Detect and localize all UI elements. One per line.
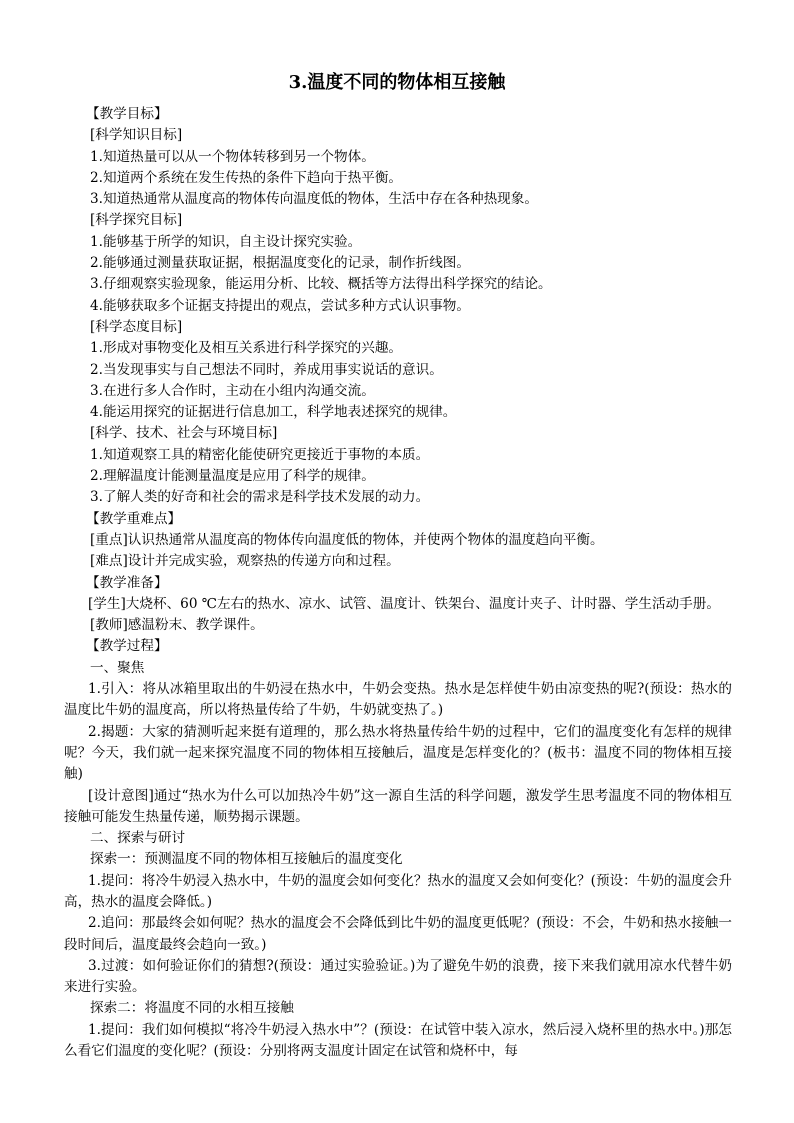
- list-item: 3.了解人类的好奇和社会的需求是科学技术发展的动力。: [90, 489, 430, 506]
- section-heading-process: 【教学过程】: [86, 638, 168, 655]
- part-heading-focus: 一、聚焦: [90, 659, 145, 676]
- key-point: [重点]认识热通常从温度高的物体传向温度低的物体，并使两个物体的温度趋向平衡。: [90, 531, 604, 548]
- list-item: 2.理解温度计能测量温度是应用了科学的规律。: [90, 468, 375, 485]
- list-item: 4.能够获取多个证据支持提出的观点，尝试多种方式认识事物。: [90, 297, 470, 314]
- subheading-attitude: [科学态度目标]: [90, 318, 183, 335]
- section-heading-preparation: 【教学准备】: [86, 574, 168, 591]
- explore2-heading: 探索二：将温度不同的水相互接触: [90, 1000, 294, 1017]
- difficult-point: [难点]设计并完成实验，观察热的传递方向和过程。: [90, 553, 400, 570]
- section-heading-key-points: 【教学重难点】: [86, 510, 182, 527]
- list-item: 4.能运用探究的证据进行信息加工，科学地表述探究的规律。: [90, 404, 457, 421]
- list-item: 1.知道热量可以从一个物体转移到另一个物体。: [90, 148, 375, 165]
- list-item: 1.形成对事物变化及相互关系进行科学探究的兴趣。: [90, 340, 403, 357]
- paragraph: 1.提问：我们如何模拟“将冷牛奶浸入热水中”？(预设：在试管中装入凉水，然后浸入烧杯里的热水中。)那怎么看它们温度的变化呢？(预设：分别将两支温度计固定在试管和烧杯中，每: [64, 1021, 732, 1060]
- list-item: 3.知道热通常从温度高的物体传向温度低的物体，生活中存在各种热现象。: [90, 191, 538, 208]
- document-body: [64, 104, 732, 1062]
- subheading-inquiry: [科学探究目标]: [90, 212, 183, 229]
- part-heading-explore: 二、探索与研讨: [90, 830, 186, 847]
- paragraph: 2.揭题：大家的猜测听起来挺有道理的，那么热水将热量传给牛奶的过程中，它们的温度变化有怎样的规律呢？今天，我们就一起来探究温度不同的物体相互接触后，温度是怎样变化的？(板书：温度不同的物体相互接触): [64, 723, 732, 783]
- paragraph: 1.提问：将冷牛奶浸入热水中，牛奶的温度会如何变化？热水的温度又会如何变化？(预设：牛奶的温度会升高，热水的温度会降低。): [64, 872, 732, 910]
- paragraph: [设计意图]通过“热水为什么可以加热冷牛奶”这一源自生活的科学问题，激发学生思考温度不同的物体相互接触可能发生热量传递，顺势揭示课题。: [64, 787, 732, 825]
- explore1-heading: 探索一：预测温度不同的物体相互接触后的温度变化: [90, 851, 403, 868]
- prep-teacher: [教师]感温粉末、教学课件。: [90, 617, 264, 634]
- list-item: 2.知道两个系统在发生传热的条件下趋向于热平衡。: [90, 169, 403, 186]
- subheading-stse: [科学、技术、社会与环境目标]: [90, 425, 278, 442]
- section-heading-goals: 【教学目标】: [86, 106, 168, 122]
- list-item: 3.在进行多人合作时，主动在小组内沟通交流。: [90, 382, 375, 399]
- list-item: 3.仔细观察实验现象，能运用分析、比较、概括等方法得出科学探究的结论。: [90, 276, 552, 293]
- paragraph: 1.引入：将从冰箱里取出的牛奶浸在热水中，牛奶会变热。热水是怎样使牛奶由凉变热的呢?(预设：热水的温度比牛奶的温度高，所以将热量传给了牛奶，牛奶就变热了。): [64, 681, 732, 719]
- paragraph: 2.追问：那最终会如何呢？热水的温度会不会降低到比牛奶的温度更低呢？(预设：不会，牛奶和热水接触一段时间后，温度最终会趋向一致。): [64, 915, 732, 953]
- list-item: 2.当发现事实与自己想法不同时，养成用事实说话的意识。: [90, 361, 443, 378]
- subheading-knowledge: [科学知识目标]: [90, 127, 183, 144]
- list-item: 1.能够基于所学的知识，自主设计探究实验。: [90, 233, 362, 250]
- list-item: 2.能够通过测量获取证据，根据温度变化的记录，制作折线图。: [90, 255, 470, 272]
- list-item: 1.知道观察工具的精密化能使研究更接近于事物的本质。: [90, 446, 430, 463]
- prep-student: [学生]大烧杯、60 ℃左右的热水、凉水、试管、温度计、铁架台、温度计夹子、计时器、学生活动手册。: [88, 595, 720, 612]
- paragraph: 3.过渡：如何验证你们的猜想?(预设：通过实验验证。)为了避免牛奶的浪费，接下来我们就用凉水代替牛奶来进行实验。: [64, 957, 732, 996]
- page-title: 3.温度不同的物体相互接触: [288, 72, 506, 93]
